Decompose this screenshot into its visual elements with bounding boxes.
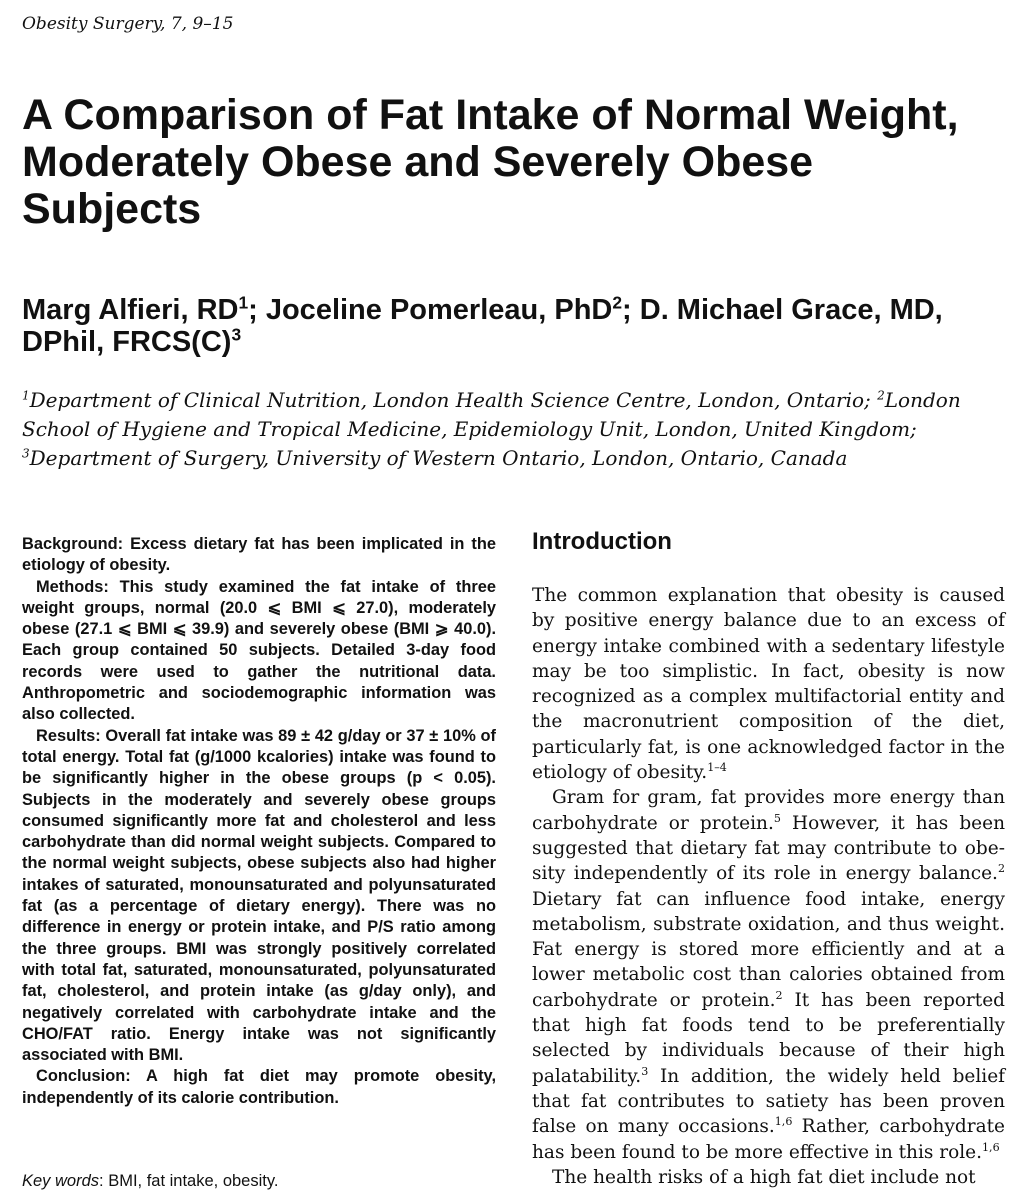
citation-ref: 1,6 [774,1115,793,1129]
citation-ref: 2 [997,862,1005,876]
author-affiliation-mark: 3 [231,324,242,345]
intro-text: Rather, carbohydrate has been found to be more effective in this role. [532,1116,1005,1163]
citation-ref: 1–4 [707,760,727,774]
journal-citation: Obesity Surgery, 7, 9–15 [22,14,234,34]
affiliation-mark: 2 [877,388,885,403]
author-separator: ; [248,294,266,326]
citation-ref: 3 [641,1064,649,1078]
author-affiliation-mark: 2 [612,292,623,313]
introduction-body [532,583,1005,1190]
citation-ref: 5 [773,811,781,825]
abstract-conclusion: Conclusion: A high fat diet may promote obesity, independently of its calorie contribution. [22,1067,496,1107]
author-name: Joceline Pomerleau, PhD [265,294,613,326]
affiliation: Department of Surgery, University of Western Ontario, London, Ontario, Canada [29,446,848,470]
intro-text: Dietary fat can influence food intake, energy metabolism, substrate oxidation, and thus weight. Fat energy is stored more efficiently and at a lower metabolic cost than calories obtained from carbohydrate or protein. [532,888,1005,1011]
intro-paragraph [532,785,1005,1164]
abstract-results: Results: Overall fat intake was 89 ± 42 g/day or 37 ± 10% of total energy. Total fat (g/1000 kcalories) intake was found to be significantly higher in the obese groups (p < 0.05). Subjects in the moderately and severely obese groups consumed significantly more fat and cholesterol and less carbohydrate than did normal weight subjects. Compared to the normal weight subjects, obese subjects also had higher intakes of saturated, monounsaturated and polyunsaturated fat (as a percentage of dietary energy). There was no difference in energy or protein intake, and P/S ratio among the three groups. BMI was strongly positively correlated with total fat, saturated, monounsaturated, polyunsaturated fat, cholesterol, and protein intake (as g/day only), and negatively correlated with carbohydrate intake and the CHO/FAT ratio. Energy intake was not significantly associated with BMI. [22,726,496,1065]
author-affiliation-mark: 1 [238,292,249,313]
affiliation: Department of Clinical Nutrition, London Health Science Centre, London, Ontario; [29,388,878,412]
keywords-list: : BMI, fat intake, obesity. [99,1172,279,1190]
affiliations [22,386,1007,473]
keywords [22,1172,278,1191]
keywords-label: Key words [22,1172,100,1190]
intro-text: Gram for gram, fat provides more energy than carbohydrate or protein. [532,787,1005,834]
author-list [22,294,1002,358]
affiliation: London School of Hygiene and Tropical Medicine, Epidemiology Unit, London, United Kingdom; [22,388,961,441]
intro-text: It has been reported that high fat foods tend to be preferentially selected by individuals because of their high palatability. [532,989,1006,1087]
intro-text: In addition, the widely held belief that fat contributes to satiety has been proven false on many occasions. [532,1065,1005,1138]
intro-text: The common explanation that obesity is caused by positive energy balance due to an excess of energy intake combined with a sedentary lifestyle may be too simplistic. In fact, obesity is now recognized as a complex multifactorial entity and the macronutrient composition of the diet, particularly fat, is one acknowledged factor in the etiology of obesity. [532,585,1005,784]
intro-paragraph: The health risks of a high fat diet include not [552,1166,976,1188]
affiliation-mark: 1 [22,388,30,403]
author-name: Marg Alfieri, RD [22,294,239,326]
affiliation-mark: 3 [22,446,30,461]
intro-text: However, it has been suggested that dietary fat may contribute to obesity independently of its role in energy balance. [532,812,1005,885]
author-name: D. Michael Grace, MD, DPhil, FRCS(C) [22,294,943,358]
abstract-methods: Methods: This study examined the fat intake of three weight groups, normal (20.0 ⩽ BMI ⩽ 27.0), moderately obese (27.1 ⩽ BMI ⩽ 39.9) and severely obese (BMI ⩾ 40.0). Each group contained 50 subjects. Detailed 3-day food records were used to gather the nutritional data. Anthropometric and sociodemographic information was also collected. [22,577,496,724]
citation-ref: 1,6 [981,1140,1000,1154]
abstract-background: Background: Excess dietary fat has been implicated in the etiology of obesity. [22,535,496,575]
citation-ref: 2 [775,988,783,1002]
article-title: A Comparison of Fat Intake of Normal Weight, Moderately Obese and Severely Obese Subjects [22,91,959,233]
author-separator: ; [622,294,640,326]
intro-paragraph [532,583,1005,785]
abstract [22,534,496,1109]
section-heading-introduction: Introduction [532,528,672,555]
